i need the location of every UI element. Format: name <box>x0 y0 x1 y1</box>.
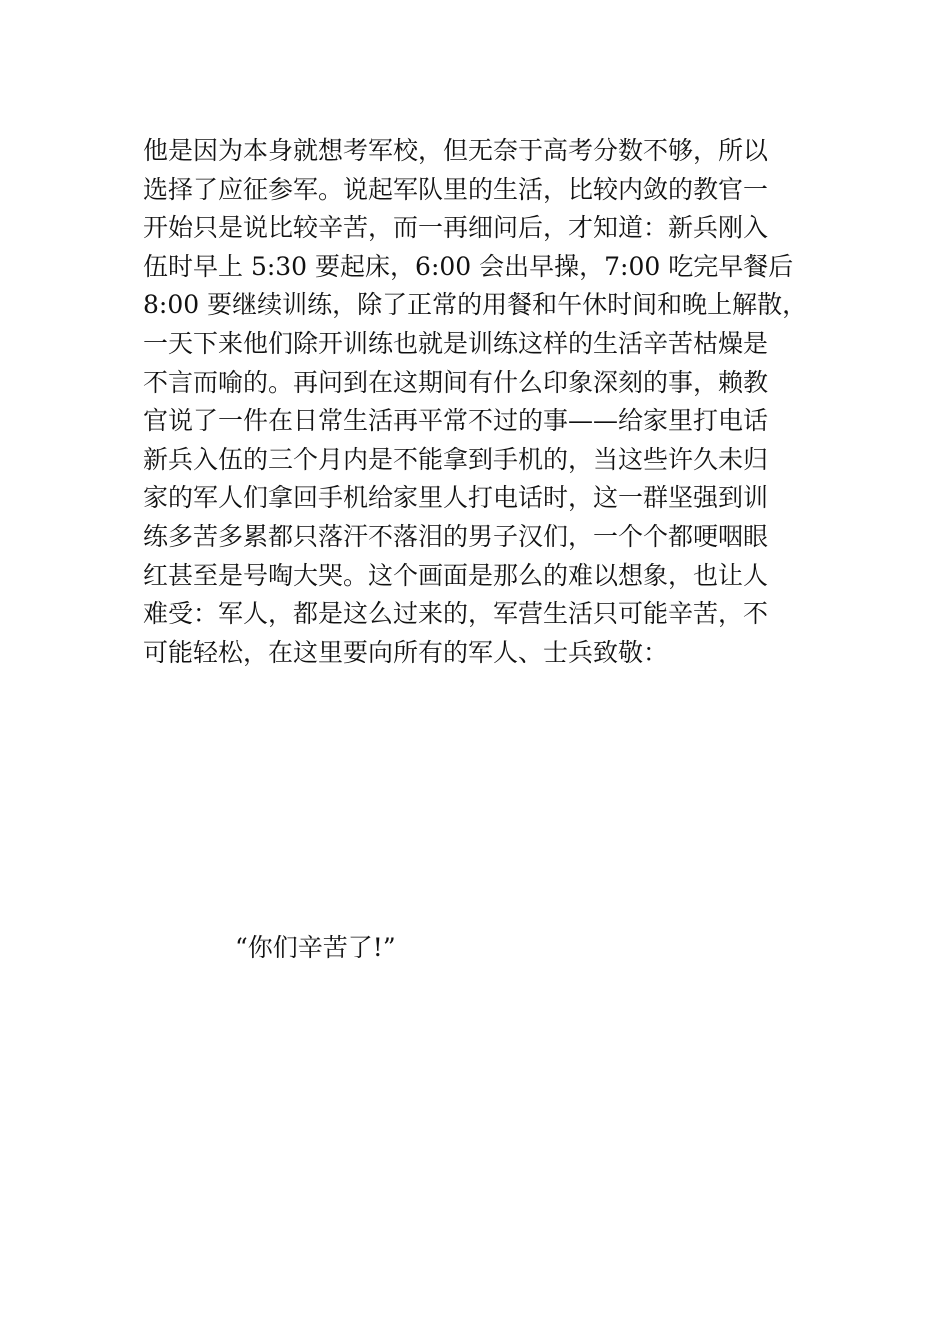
paragraph-line: 难受：军人，都是这么过来的，军营生活只可能辛苦，不 <box>143 599 769 629</box>
paragraph-line: 不言而喻的。再问到在这期间有什么印象深刻的事，赖教 <box>143 367 769 397</box>
paragraph-line: 新兵入伍的三个月内是不能拿到手机的，当这些许久未归 <box>143 444 769 474</box>
paragraph-line: 练多苦多累都只落汗不落泪的男子汉们，一个个都哽咽眼 <box>143 521 769 551</box>
body-paragraph <box>143 132 823 672</box>
paragraph-line: 红甚至是号啕大哭。这个画面是那么的难以想象，也让人 <box>143 560 769 590</box>
paragraph-line: 一天下来他们除开训练也就是训练这样的生活辛苦枯燥是 <box>143 328 769 358</box>
paragraph-line: 家的军人们拿回手机给家里人打电话时，这一群坚强到训 <box>143 483 769 513</box>
paragraph-line: 8:00 要继续训练，除了正常的用餐和午休时间和晚上解散， <box>143 290 808 320</box>
paragraph-line: 可能轻松，在这里要向所有的军人、士兵致敬： <box>143 637 669 667</box>
paragraph-line: 他是因为本身就想考军校，但无奈于高考分数不够，所以 <box>143 136 769 165</box>
paragraph-line: 选择了应征参军。说起军队里的生活，比较内敛的教官一 <box>143 174 769 204</box>
closing-quote: “你们辛苦了!” <box>235 933 396 962</box>
paragraph-line: 开始只是说比较辛苦，而一再细问后，才知道：新兵刚入 <box>143 213 769 243</box>
paragraph-line: 官说了一件在日常生活再平常不过的事——给家里打电话 <box>143 406 769 436</box>
paragraph-line: 伍时早上 5:30 要起床，6:00 会出早操，7:00 吃完早餐后 <box>143 251 794 281</box>
